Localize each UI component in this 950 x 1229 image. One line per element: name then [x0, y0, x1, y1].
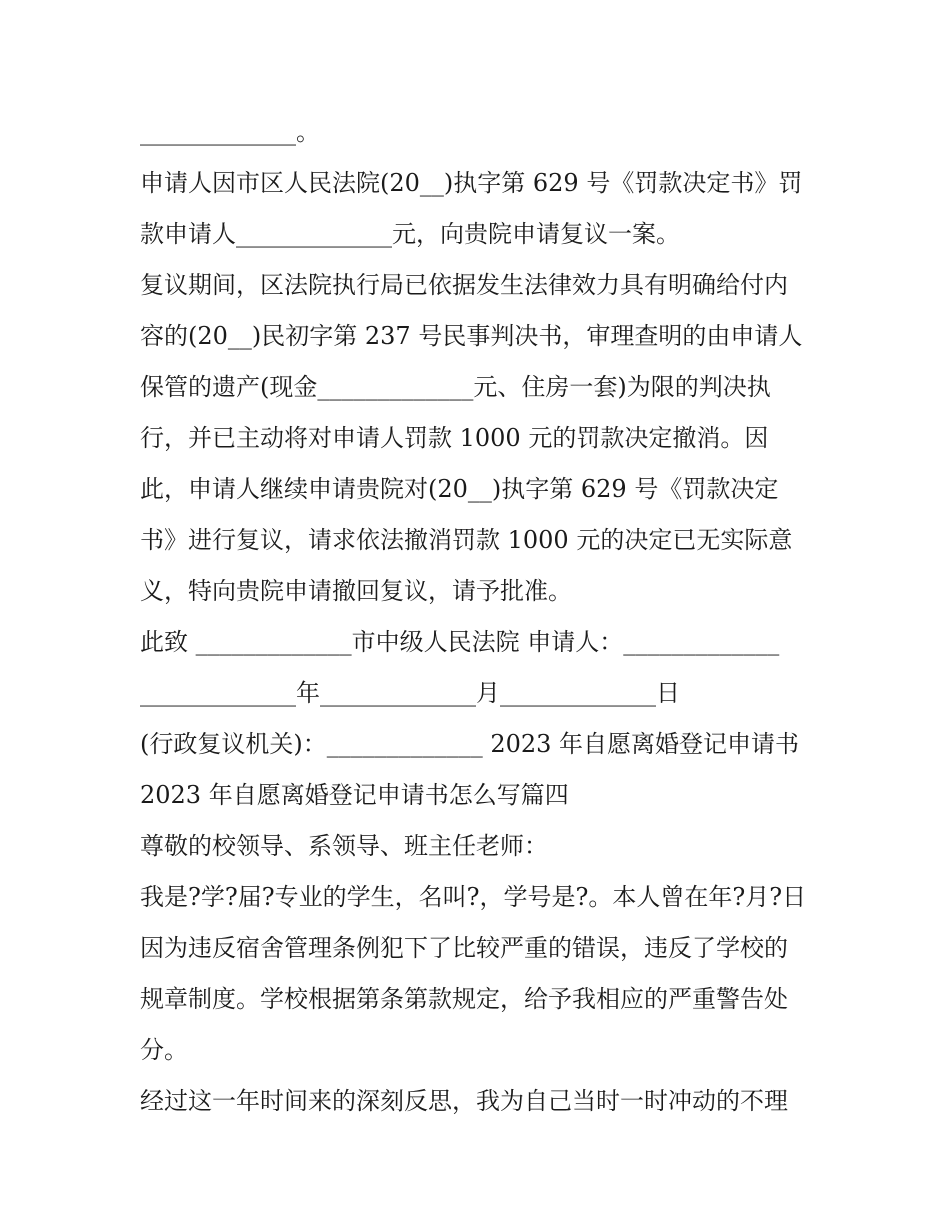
text-line: 规章制度。学校根据第条第款规定，给予我相应的严重警告处	[140, 985, 788, 1013]
text-line: 书》进行复议，请求依法撤消罚款 1000 元的决定已无实际意	[140, 526, 793, 554]
text-line-blank-ending: _____________。	[140, 118, 320, 146]
section-heading: 2023 年自愿离婚登记申请书怎么写篇四	[140, 781, 569, 809]
text-line: 申请人因市区人民法院(20__)执字第 629 号《罚款决定书》罚	[140, 169, 803, 197]
text-line: 义，特向贵院申请撤回复议，请予批准。	[140, 577, 572, 605]
text-line: 分。	[140, 1036, 188, 1064]
text-line: 此，申请人继续申请贵院对(20__)执字第 629 号《罚款决定	[140, 475, 779, 503]
text-line: 款申请人_____________元，向贵院申请复议一案。	[140, 220, 680, 248]
document-body	[140, 107, 820, 1127]
salutation-line: 此致 _____________市中级人民法院 申请人：_____________	[140, 628, 780, 656]
text-line: 经过这一年时间来的深刻反思，我为自己当时一时冲动的不理	[140, 1087, 788, 1115]
text-line: 行，并已主动将对申请人罚款 1000 元的罚款决定撤消。因	[140, 424, 769, 452]
text-line: 因为违反宿舍管理条例犯下了比较严重的错误，违反了学校的	[140, 934, 788, 962]
greeting-line: 尊敬的校领导、系领导、班主任老师：	[140, 832, 548, 860]
date-line: _____________年_____________月_____________日	[140, 679, 680, 707]
recipient-line: (行政复议机关)：_____________ 2023 年自愿离婚登记申请书	[140, 730, 800, 758]
text-line: 复议期间，区法院执行局已依据发生法律效力具有明确给付内	[140, 271, 788, 299]
text-line: 保管的遗产(现金_____________元、住房一套)为限的判决执	[140, 373, 771, 401]
text-line: 我是?学?届?专业的学生，名叫?，学号是?。本人曾在年?月?日	[140, 883, 807, 911]
text-line: 容的(20__)民初字第 237 号民事判决书，审理查明的由申请人	[140, 322, 803, 350]
